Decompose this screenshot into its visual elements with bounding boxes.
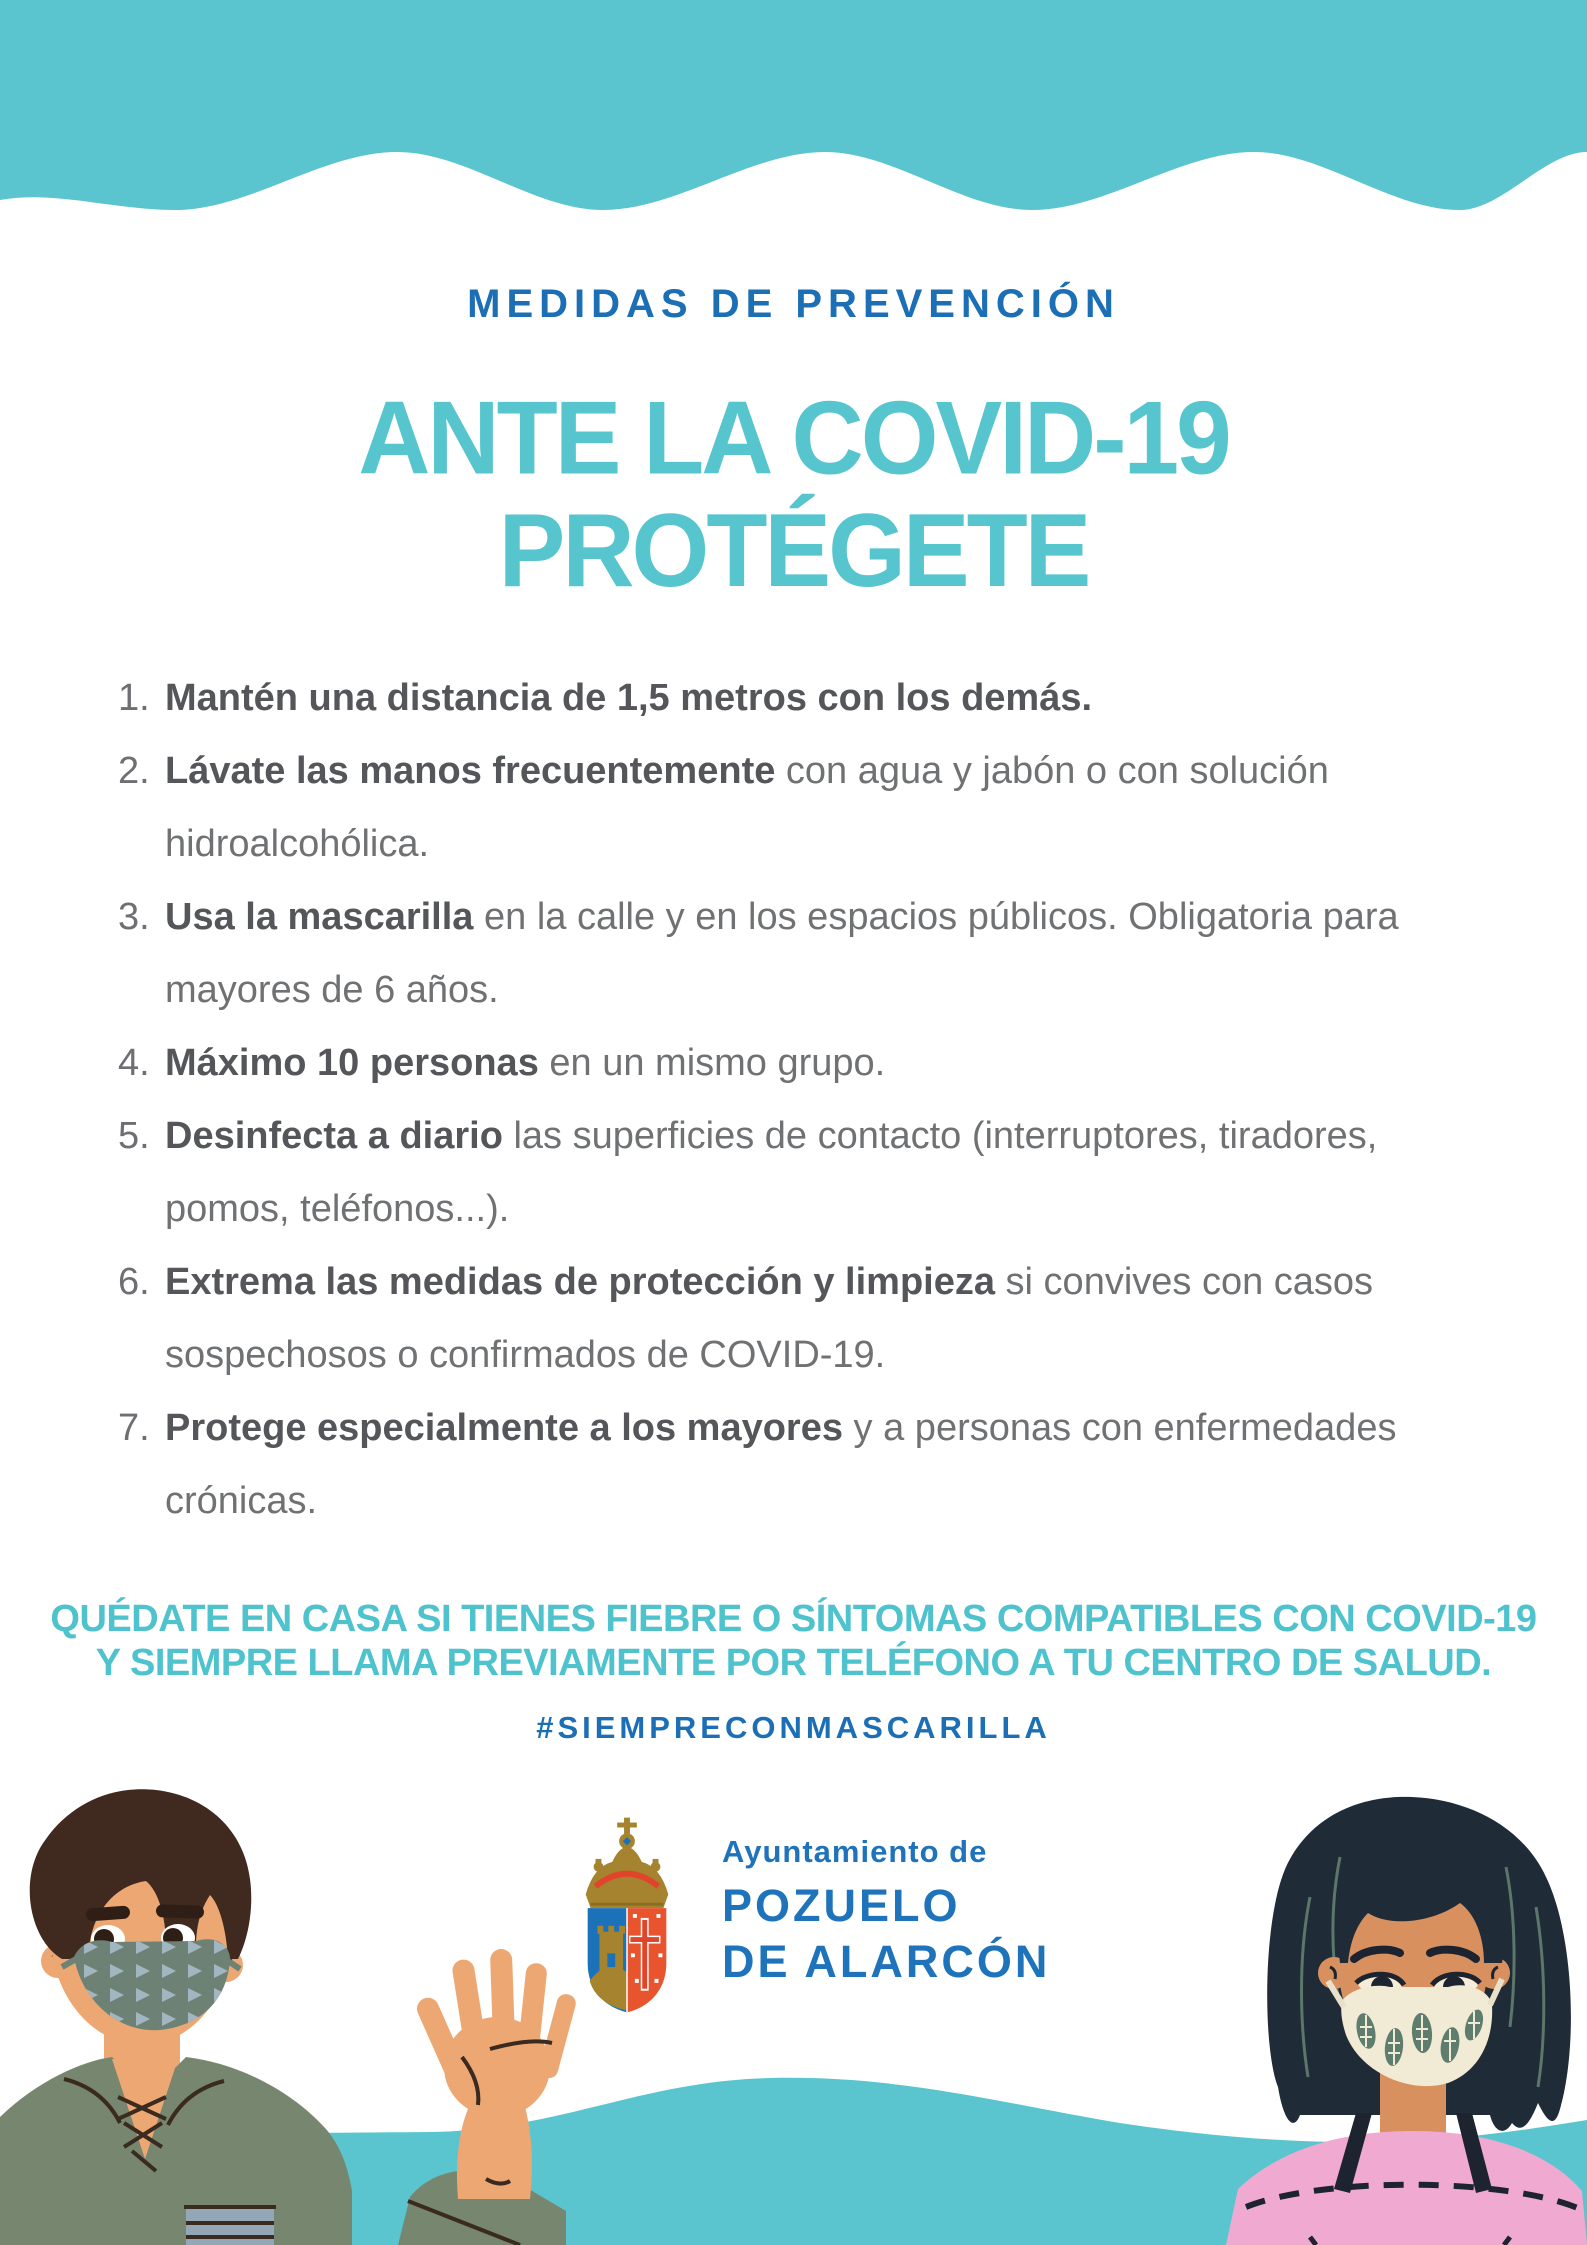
- list-item-text: en un mismo grupo.: [538, 1042, 886, 1084]
- woman-with-mask-illustration: [1150, 1747, 1587, 2245]
- list-item-number: 2.: [118, 750, 150, 792]
- list-item: [118, 735, 1468, 881]
- list-item-bold-text: Desinfecta a diario: [165, 1115, 503, 1157]
- list-item: [118, 1392, 1468, 1538]
- list-item: [118, 1246, 1468, 1392]
- list-item-text: si convives con casos sospechosos o confirmados de COVID-19.: [165, 1261, 1374, 1376]
- top-wave: [0, 0, 1587, 215]
- list-item: [118, 1100, 1468, 1246]
- logo-line3: DE ALARCÓN: [722, 1936, 1051, 1987]
- list-item-number: 7.: [118, 1407, 150, 1449]
- stay-home-warning: [0, 1597, 1587, 1685]
- warning-line1: QUÉDATE EN CASA SI TIENES FIEBRE O SÍNTOMAS COMPATIBLES CON COVID-19: [50, 1598, 1537, 1640]
- list-item-bold-text: Máximo 10 personas: [165, 1042, 539, 1084]
- shield-icon: [588, 1908, 667, 2012]
- warning-line2: Y SIEMPRE LLAMA PREVIAMENTE POR TELÉFONO A TU CENTRO DE SALUD.: [95, 1642, 1492, 1684]
- list-item-text: y a personas con enfermedades crónicas.: [165, 1407, 1397, 1522]
- list-item-number: 3.: [118, 896, 150, 938]
- prevention-measures-list: [118, 662, 1468, 1538]
- logo-line2: POZUELO: [722, 1880, 961, 1931]
- list-item: [118, 1027, 1468, 1100]
- list-item-bold-text: Extrema las medidas de protección y limpieza: [165, 1261, 995, 1303]
- hashtag: #SIEMPRECONMASCARILLA: [536, 1710, 1051, 1745]
- list-item-text: en la calle y en los espacios públicos. Obligatoria para mayores de 6 años.: [165, 896, 1399, 1011]
- poster-title: [0, 379, 1587, 609]
- logo-line1: Ayuntamiento de: [722, 1834, 988, 1869]
- list-item-bold-text: Protege especialmente a los mayores: [165, 1407, 843, 1449]
- list-item-number: 5.: [118, 1115, 150, 1157]
- list-item-number: 6.: [118, 1261, 150, 1303]
- list-item: [118, 881, 1468, 1027]
- man-with-mask-illustration: [0, 1767, 578, 2245]
- poster-title-line2: PROTÉGETE: [498, 492, 1089, 609]
- list-item-number: 4.: [118, 1042, 150, 1084]
- list-item-bold-text: Mantén una distancia de 1,5 metros con los demás.: [165, 677, 1093, 719]
- city-hall-logo: [722, 1832, 1050, 1990]
- crown-icon: [586, 1818, 669, 1908]
- coat-of-arms-icon: [568, 1814, 686, 2014]
- poster-eyebrow: MEDIDAS DE PREVENCIÓN: [467, 282, 1120, 326]
- list-item-bold-text: Lávate las manos frecuentemente: [165, 750, 776, 792]
- poster-title-line1: ANTE LA COVID-19: [358, 379, 1229, 497]
- list-item-number: 1.: [118, 677, 150, 719]
- list-item: [118, 662, 1468, 735]
- list-item-bold-text: Usa la mascarilla: [165, 896, 474, 938]
- list-item-text: las superficies de contacto (interruptores, tiradores, pomos, teléfonos...).: [165, 1115, 1378, 1230]
- list-item-text: con agua y jabón o con solución hidroalcohólica.: [165, 750, 1329, 865]
